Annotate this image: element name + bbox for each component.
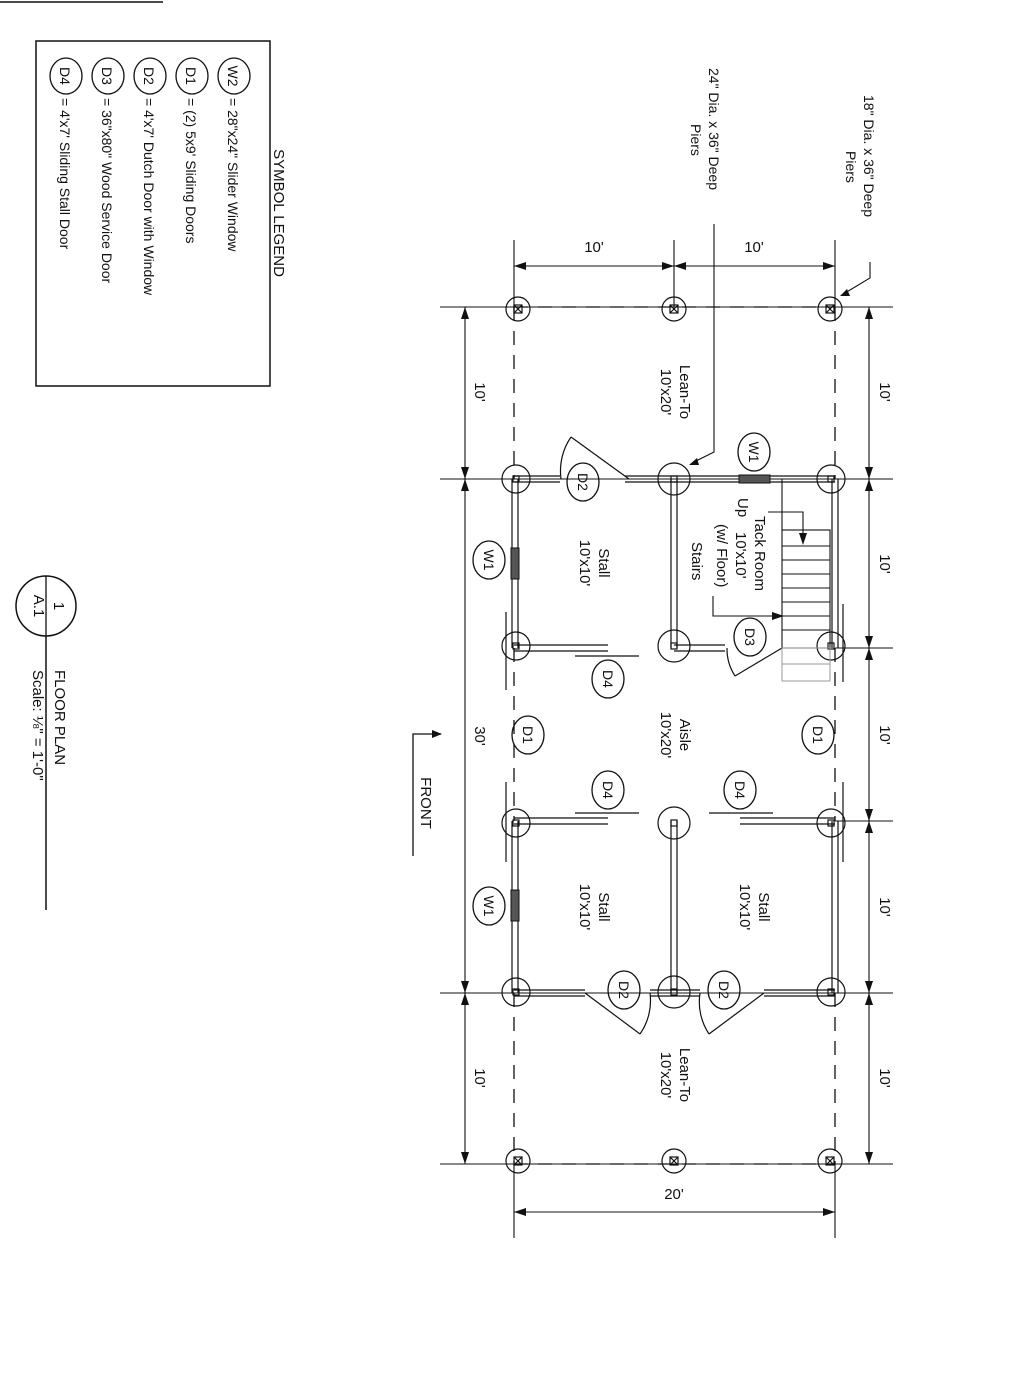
dimension-arrow (461, 1152, 469, 1164)
room-aisle (657, 712, 693, 759)
tag-w1: W1 (481, 549, 497, 571)
walls (512, 476, 838, 996)
room-size: 10'x10' (732, 532, 749, 579)
room-name: Lean-To (676, 1047, 693, 1103)
dimension-arrow (461, 467, 469, 479)
front-indicator (413, 730, 442, 856)
legend-tag: D1 (183, 67, 199, 85)
symbol-legend (36, 41, 287, 386)
door-swing-arc (699, 993, 709, 1034)
tag-d1: D1 (520, 726, 536, 744)
tag-w1: W1 (746, 441, 762, 463)
dimension-label: 10' (584, 239, 604, 256)
tag-d4: D4 (600, 781, 616, 799)
window-w1-stall-top (511, 548, 519, 579)
dimension-arrow (865, 809, 873, 821)
pier (506, 297, 530, 321)
sheet-number: A.1 (30, 594, 47, 618)
dimension-label: 10' (876, 382, 893, 402)
dimension-arrow (865, 648, 873, 660)
tag-d2: D2 (616, 981, 632, 999)
dimension-arrow (823, 262, 835, 270)
dimension-arrow (461, 307, 469, 319)
door-swing-arc (640, 993, 651, 1034)
callout-text: 18" Dia. x 36" Deep (861, 95, 877, 218)
dimensions-right (865, 307, 893, 1164)
legend-item-w2 (218, 58, 250, 252)
dimension-arrow (674, 262, 686, 270)
pier (818, 297, 842, 321)
door-leaf-d2-bottom-right (709, 993, 764, 1034)
door-leaf-d3 (735, 648, 782, 676)
legend-title: SYMBOL LEGEND (270, 149, 287, 277)
dimension-label: 20' (664, 1186, 684, 1203)
drawing-scale: Scale: ⅛" = 1'-0" (29, 670, 46, 781)
room-name: Tack Room (751, 516, 768, 592)
front-arrow-head (432, 730, 442, 738)
tag-d3: D3 (742, 628, 758, 646)
room-name: Stall (595, 548, 612, 578)
legend-item-d3 (92, 58, 124, 284)
windows (511, 475, 770, 921)
stair-up-arrow (768, 512, 803, 540)
room-stall-bottom-right (736, 884, 772, 931)
dimension-label: 10' (471, 1068, 488, 1088)
leader-arrowhead (689, 458, 699, 465)
legend-tag: D2 (141, 67, 157, 85)
room-stall-top-left (576, 540, 612, 587)
callout-text: Piers (688, 124, 704, 156)
dimension-arrow (865, 467, 873, 479)
dimension-arrow (865, 307, 873, 319)
pier (818, 1149, 842, 1173)
dimension-label: 10' (876, 554, 893, 574)
window-w1-top (739, 475, 770, 483)
tag-d4: D4 (600, 670, 616, 688)
dimension-arrow (461, 479, 469, 491)
dimension-arrow (461, 981, 469, 993)
dimension-arrow (865, 1152, 873, 1164)
dimension-arrow (662, 262, 674, 270)
dimension-label: 10' (744, 239, 764, 256)
stairs-up-label: Up (734, 498, 751, 518)
room-lean-to-top (657, 365, 693, 419)
legend-item-d1 (176, 58, 208, 243)
post (817, 809, 845, 837)
callout-text: 24" Dia. x 36" Deep (706, 68, 722, 191)
stair-arrowhead (799, 533, 807, 545)
dimension-arrow (865, 479, 873, 491)
window-w1-stall-bottom (511, 890, 519, 921)
legend-item-text: = (2) 5x9' Sliding Doors (183, 98, 199, 244)
drawing-number: 1 (50, 601, 67, 611)
room-size: 10'x10' (576, 883, 593, 931)
dimension-label: 10' (876, 725, 893, 745)
dimensions-left (461, 307, 488, 1164)
legend-item-d2 (134, 58, 166, 296)
room-name: Aisle (676, 718, 693, 752)
dimension-arrow (865, 981, 873, 993)
dimension-arrow (514, 262, 526, 270)
dimensions-bottom (514, 1186, 835, 1216)
tag-labels (481, 442, 826, 1000)
drawing-title: FLOOR PLAN (51, 670, 68, 766)
dimension-label: 30' (471, 726, 488, 746)
dimension-arrow (823, 1208, 835, 1216)
room-name: Lean-To (676, 364, 693, 420)
stairs-label: Stairs (688, 542, 705, 581)
room-name: Stall (595, 892, 612, 922)
room-size: 10'x10' (576, 539, 593, 587)
legend-tag: W2 (225, 65, 241, 87)
room-size: 10'x20' (657, 1051, 674, 1099)
front-label: FRONT (417, 777, 434, 829)
legend-item-text: = 4'x7' Sliding Stall Door (57, 98, 73, 250)
tag-d2: D2 (575, 473, 591, 491)
pier (662, 1149, 686, 1173)
room-note: (w/ Floor) (713, 524, 730, 588)
dimension-arrow (865, 993, 873, 1005)
room-size: 10'x10' (736, 883, 753, 931)
room-lean-to-bottom (657, 1048, 693, 1102)
room-name: Stall (755, 892, 772, 922)
door-leaf-d2-bottom-left (585, 993, 640, 1034)
door-swing-arc (727, 648, 735, 676)
post (658, 976, 690, 1008)
legend-item-d4 (50, 58, 82, 250)
dimension-label: 10' (876, 897, 893, 917)
legend-item-text: = 4'x7' Dutch Door with Window (141, 98, 157, 296)
drawing-title-block (16, 576, 76, 910)
post (817, 632, 845, 660)
post (502, 978, 530, 1006)
room-size: 10'x20' (657, 368, 674, 416)
legend-item-text: = 28"x24" Slider Window (225, 98, 241, 252)
pier (506, 1149, 530, 1173)
legend-tag: D3 (99, 67, 115, 85)
dimension-label: 10' (876, 1068, 893, 1088)
dimension-arrow (865, 636, 873, 648)
callout-leader (694, 224, 714, 462)
tag-d1: D1 (810, 726, 826, 744)
tag-d2: D2 (716, 981, 732, 999)
post (817, 978, 845, 1006)
room-stall-bottom-left (576, 884, 612, 931)
dimension-label: 10' (471, 382, 488, 402)
room-tack-room (688, 498, 768, 591)
dimension-arrow (514, 1208, 526, 1216)
legend-item-text: = 36"x80" Wood Service Door (99, 98, 115, 284)
leader-arrowhead (840, 289, 850, 296)
dimension-arrow (461, 993, 469, 1005)
callout-leader (845, 262, 870, 293)
legend-tag: D4 (57, 67, 73, 85)
room-size: 10'x20' (657, 711, 674, 759)
pier-callout-18in (840, 95, 877, 296)
dimension-arrow (865, 821, 873, 833)
tag-d4: D4 (732, 781, 748, 799)
tag-w1: W1 (481, 895, 497, 917)
post (658, 807, 690, 839)
tag-circles (473, 433, 834, 1009)
callout-text: Piers (843, 151, 859, 183)
post (658, 630, 690, 662)
